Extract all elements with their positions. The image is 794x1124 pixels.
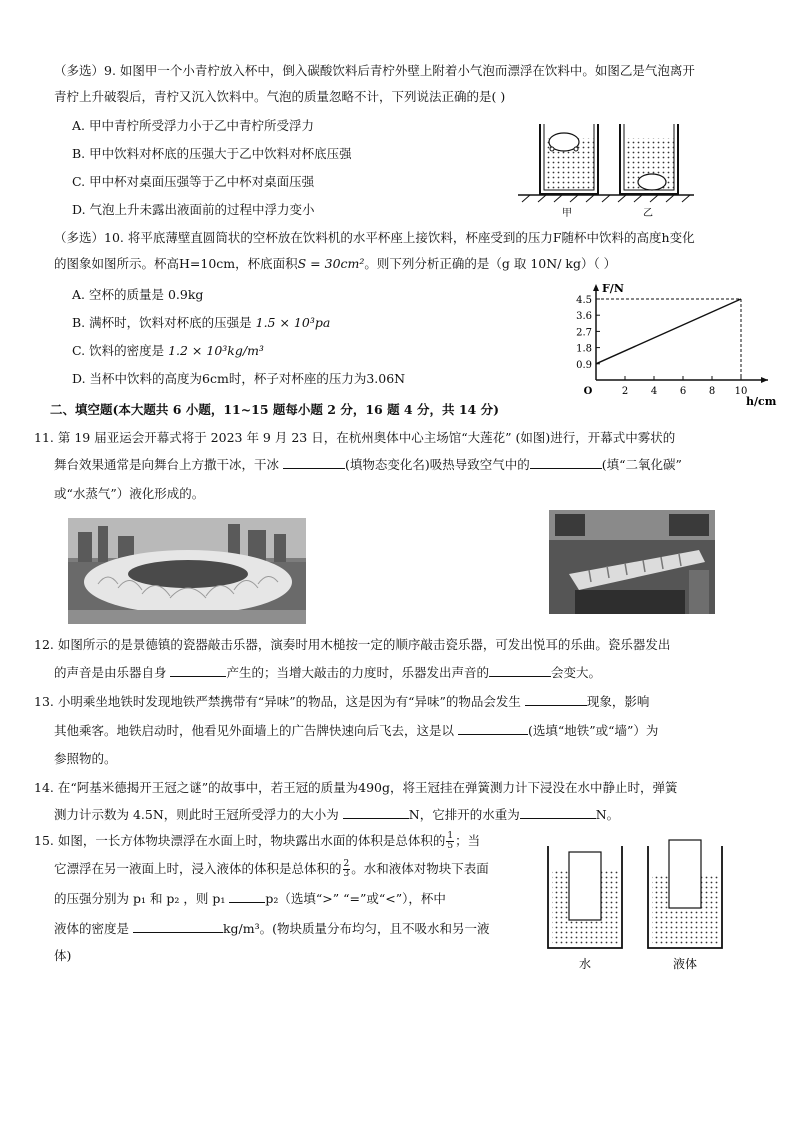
q14-blank-2[interactable] [520,806,596,819]
q12-text-c: 会变大。 [551,665,602,680]
q15-line3 [54,890,446,908]
q12-blank-2[interactable] [489,664,551,677]
q10-area-math: S = 30cm² [297,256,365,271]
q14-text-b: N，它排开的水重为 [408,807,520,822]
label-water: 水 [578,957,592,971]
y-tick-label: 2.7 [576,327,592,339]
x-tick-label: 6 [679,386,687,397]
x-axis-arrow [761,377,768,383]
q15-frac2-numerator: 2 [343,859,350,869]
q15-text-f: p₂（选填“>” “=”或“<”），杯中 [265,891,446,906]
force-height-chart [556,280,777,414]
q9-option-a: A. 甲中青柠所受浮力小于乙中青柠所受浮力 [72,118,314,133]
q9-option-d: D. 气泡上升未露出液面前的过程中浮力变小 [72,202,315,217]
q15-frac1-denominator: 5 [447,841,454,851]
label-liquid: 液体 [672,957,698,971]
label-yi: 乙 [643,208,653,219]
q15-text-g: 液体的密度是 [54,921,133,936]
q13-line1 [34,693,649,711]
q10-option-c-text: C. 饮料的密度是 [72,343,165,358]
q9-option-c: C. 甲中杯对桌面压强等于乙中杯对桌面压强 [72,174,315,189]
q13-text-a: 13. 小明乘坐地铁时发现地铁严禁携带有“异味”的物品，这是因为有“异味”的物品会发生 [34,694,525,709]
q15-line1 [34,832,480,851]
q10-option-d: D. 当杯中饮料的高度为6cm时，杯子对杯座的压力为3.06N [72,371,406,386]
q9-line1: （多选）9. 如图甲一个小青柠放入杯中，倒入碳酸饮料后青柠外壁上附着小气泡而漂浮在饮料中。如图乙是气泡离开 [54,63,695,78]
q12-blank-1[interactable] [170,664,226,677]
y-tick-label: 0.9 [576,359,592,371]
q15-text-h: kg/m³。(物块质量分布均匀，且不吸水和另一液 [222,921,490,936]
q15-text-e: 的压强分别为 p₁ 和 p₂ ，则 p₁ [54,891,230,906]
q15-frac1-numerator: 1 [447,831,454,841]
q15-text-d: 。水和液体对物块下表面 [351,861,489,876]
q14-line2 [54,806,619,824]
x-tick-label: 4 [650,386,658,397]
q11-line3: 或“水蒸气”）液化形成的。 [54,486,205,501]
q11-text-a: 舞台效果通常是向舞台上方撒干冰，干冰 [54,457,283,472]
q14-blank-1[interactable] [343,806,409,819]
q13-line3: 参照物的。 [54,751,117,766]
q13-line2 [54,722,658,740]
water-liquid-beakers-figure [540,836,740,976]
q10-line2 [54,255,616,273]
q10-option-b-text: B. 满杯时，饮料对杯底的压强是 [72,315,252,330]
q15-text-b: ；当 [455,833,481,848]
q15-line2 [54,860,489,879]
y-axis-arrow [593,284,599,291]
q10-option-c-math: 1.2 × 10³kg/m³ [168,343,264,358]
q15-fraction-1 [446,832,454,851]
q11-text-c: (填“二氧化碳” [601,457,682,472]
q10-option-a: A. 空杯的质量是 0.9kg [72,287,204,302]
q15-blank-1[interactable] [229,890,265,903]
y-axis-label: F/N [602,282,624,295]
q15-text-c: 它漂浮在另一液面上时，浸入液体的体积是总体积的 [54,861,342,876]
q11-line2 [54,456,682,474]
q14-text-c: N。 [595,807,620,822]
q15-frac2-denominator: 3 [343,869,350,879]
q15-text-a: 15. 如图，一长方体物块漂浮在水面上时，物块露出水面的体积是总体积的 [34,833,446,848]
x-tick-label: 10 [734,386,748,397]
y-tick-label: 3.6 [576,311,592,323]
x-tick-label: 2 [621,386,629,397]
q10-line1: （多选）10. 将平底薄壁直圆筒状的空杯放在饮料机的水平杯座上接饮料，杯座受到的压力F随杯中饮料的高度h变化 [54,230,695,245]
q12-line1: 12. 如图所示的是景德镇的瓷器敲击乐器，演奏时用木槌按一定的顺序敲击瓷乐器，可发出悦耳的乐曲。瓷乐器发出 [34,637,671,652]
q15-line5: 体) [54,948,72,963]
q13-text-c: 其他乘客。地铁启动时，他看见外面墙上的广告牌快速向后飞去，这是以 [54,723,458,738]
q12-text-a: 的声音是由乐器自身 [54,665,171,680]
q13-blank-2[interactable] [458,722,528,735]
q12-line2 [54,664,601,682]
q15-blank-2[interactable] [133,920,223,933]
q13-text-d: (选填“地铁”或“墙”）为 [527,723,659,738]
q11-text-b: (填物态变化名)吸热导致空气中的 [344,457,530,472]
q9-line2: 青柠上升破裂后，青柠又沉入饮料中。气泡的质量忽略不计，下列说法正确的是( ) [54,89,506,104]
q15-line4 [54,920,490,938]
q14-text-a: 测力计示数为 4.5N，则此时王冠所受浮力的大小为 [54,807,343,822]
q10-line2-text-a: 的图象如图所示。杯高H=10cm，杯底面积 [54,256,298,271]
x-axis-label: h/cm [746,395,777,408]
q9-lime-cups-figure [512,116,698,222]
series-line [596,299,741,364]
y-tick-label: 4.5 [576,295,592,306]
q10-option-b [72,314,330,332]
x-tick-label: O [583,386,593,397]
y-tick-label: 1.8 [576,343,592,355]
q15-fraction-2 [343,860,351,879]
q14-line1: 14. 在“阿基米德揭开王冠之谜”的故事中，若王冠的质量为490g，将王冠挂在弹簧测力计下浸没在水中静止时，弹簧 [34,780,678,795]
q11-blank-1[interactable] [283,456,345,469]
q12-text-b: 产生的；当增大敲击的力度时，乐器发出声音的 [226,665,489,680]
q13-blank-1[interactable] [525,693,587,706]
q11-line1: 11. 第 19 届亚运会开幕式将于 2023 年 9 月 23 日，在杭州奥体中心主场馆“大莲花” (如图)进行，开幕式中雾状的 [34,430,676,445]
q13-text-b: 现象，影响 [586,694,650,709]
q10-option-c [72,342,264,360]
q10-option-b-math: 1.5 × 10³pa [255,315,331,330]
x-tick-label: 8 [708,386,716,397]
q9-option-b: B. 甲中饮料对杯底的压强大于乙中饮料对杯底压强 [72,146,352,161]
stadium-photo [68,518,306,624]
label-jia: 甲 [562,208,572,219]
q10-line2-text-b: 。则下列分析正确的是（g 取 10N/ kg）（ ） [364,256,617,271]
porcelain-instrument-photo [549,510,715,614]
section-2-heading: 二、填空题(本大题共 6 小题，11~15 题每小题 2 分，16 题 4 分，共 14 分) [50,402,499,417]
q11-blank-2[interactable] [530,456,602,469]
